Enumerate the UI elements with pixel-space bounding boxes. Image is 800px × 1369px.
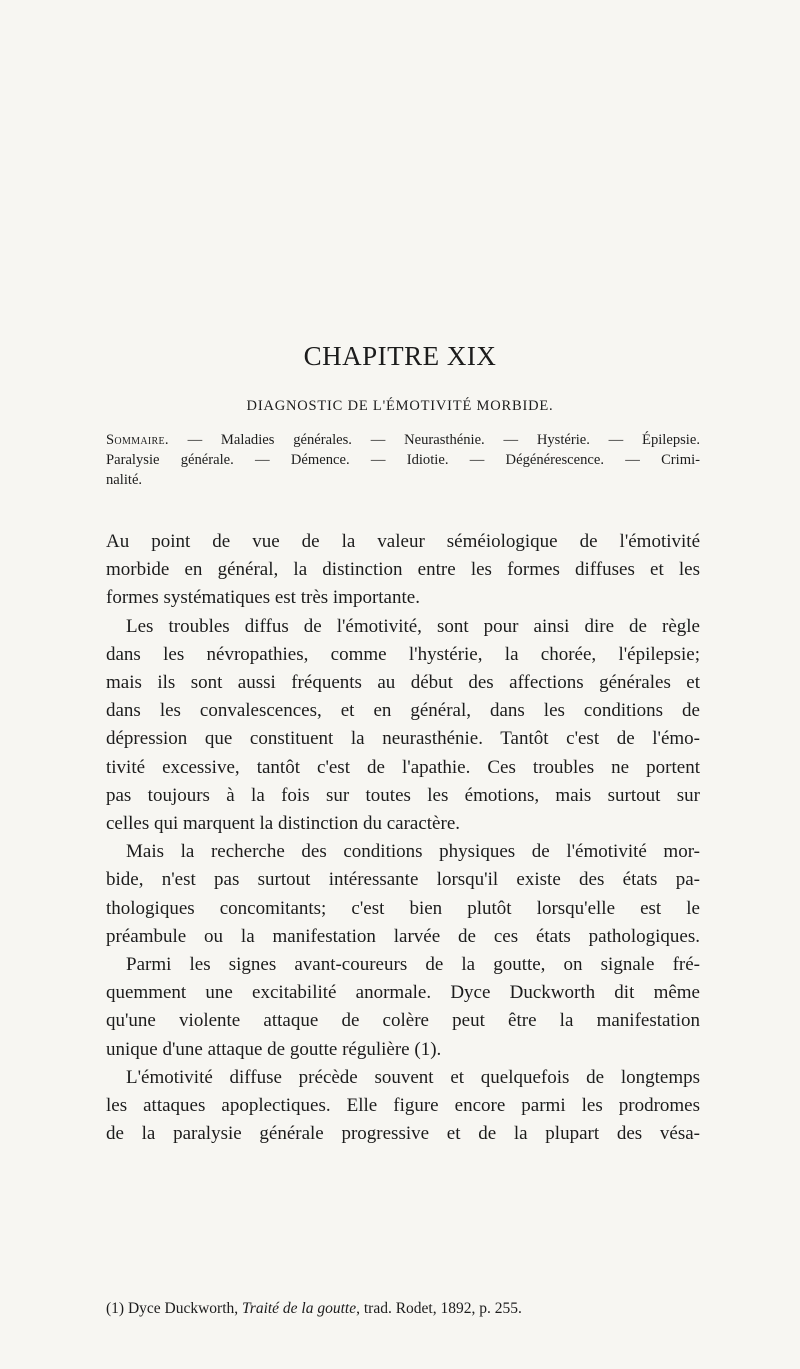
text-line: L'émotivité diffuse précède souvent et quelquefois de longtemps [126,1066,700,1088]
text-line: dans les convalescences, et en général, dans les conditions de [106,700,700,722]
summary-line: nalité. [106,472,143,488]
text-line: quemment une excitabilité anormale. Dyce Duckworth dit même [106,982,700,1004]
text-line: Mais la recherche des conditions physiques de l'émotivité mor- [126,841,700,863]
footnote-book-title: Traité de la goutte [242,1300,357,1317]
summary-line [106,430,700,450]
footnote-suffix: , trad. Rodet, 1892, p. 255. [356,1300,522,1317]
text-line: morbide en général, la distinction entre les formes diffuses et les [106,559,700,581]
text-line: formes systématiques est très importante. [106,587,420,609]
text-line: les attaques apoplectiques. Elle figure encore parmi les prodromes [106,1095,700,1117]
chapter-title: CHAPITRE XIX [303,341,497,371]
section-title: DIAGNOSTIC DE L'ÉMOTIVITÉ MORBIDE. [246,398,554,414]
text-line: Parmi les signes avant-coureurs de la goutte, on signale fré- [126,954,700,976]
text-line: bide, n'est pas surtout intéressante lorsqu'il existe des états pa- [106,869,700,891]
text-line: Au point de vue de la valeur séméiologique de l'émotivité [106,531,700,552]
summary-line: Paralysie générale. — Démence. — Idiotie. — Dégénérescence. — Crimi- [106,452,700,468]
text-line: de la paralysie générale progressive et de la plupart des vésa- [106,1123,700,1145]
summary-label: Sommaire. [106,432,169,448]
text-line: Les troubles diffus de l'émotivité, sont pour ainsi dire de règle [126,615,700,637]
text-line: mais ils sont aussi fréquents au début des affections générales et [106,672,700,694]
chapter-summary [106,430,700,490]
footnote-prefix: (1) Dyce Duckworth, [106,1300,243,1317]
text-line: tivité excessive, tantôt c'est de l'apathie. Ces troubles ne portent [106,756,700,778]
text-line: préambule ou la manifestation larvée de ces états pathologiques. [106,925,700,947]
text-line: qu'une violente attaque de colère peut être la manifestation [106,1010,700,1032]
text-line: dépression que constituent la neurasthénie. Tantôt c'est de l'émo- [106,728,700,750]
text-line: dans les névropathies, comme l'hystérie, la chorée, l'épilepsie; [106,643,700,665]
footnote [106,1299,700,1319]
summary-text: — Maladies générales. — Neurasthénie. — Hystérie. — Épilepsie. [168,432,700,448]
body-text [106,528,700,1148]
text-line: thologiques concomitants; c'est bien plutôt lorsqu'elle est le [106,897,700,919]
text-line: unique d'une attaque de goutte régulière (1). [106,1038,442,1060]
text-line: pas toujours à la fois sur toutes les émotions, mais surtout sur [106,784,700,806]
text-line: celles qui marquent la distinction du caractère. [106,813,460,835]
